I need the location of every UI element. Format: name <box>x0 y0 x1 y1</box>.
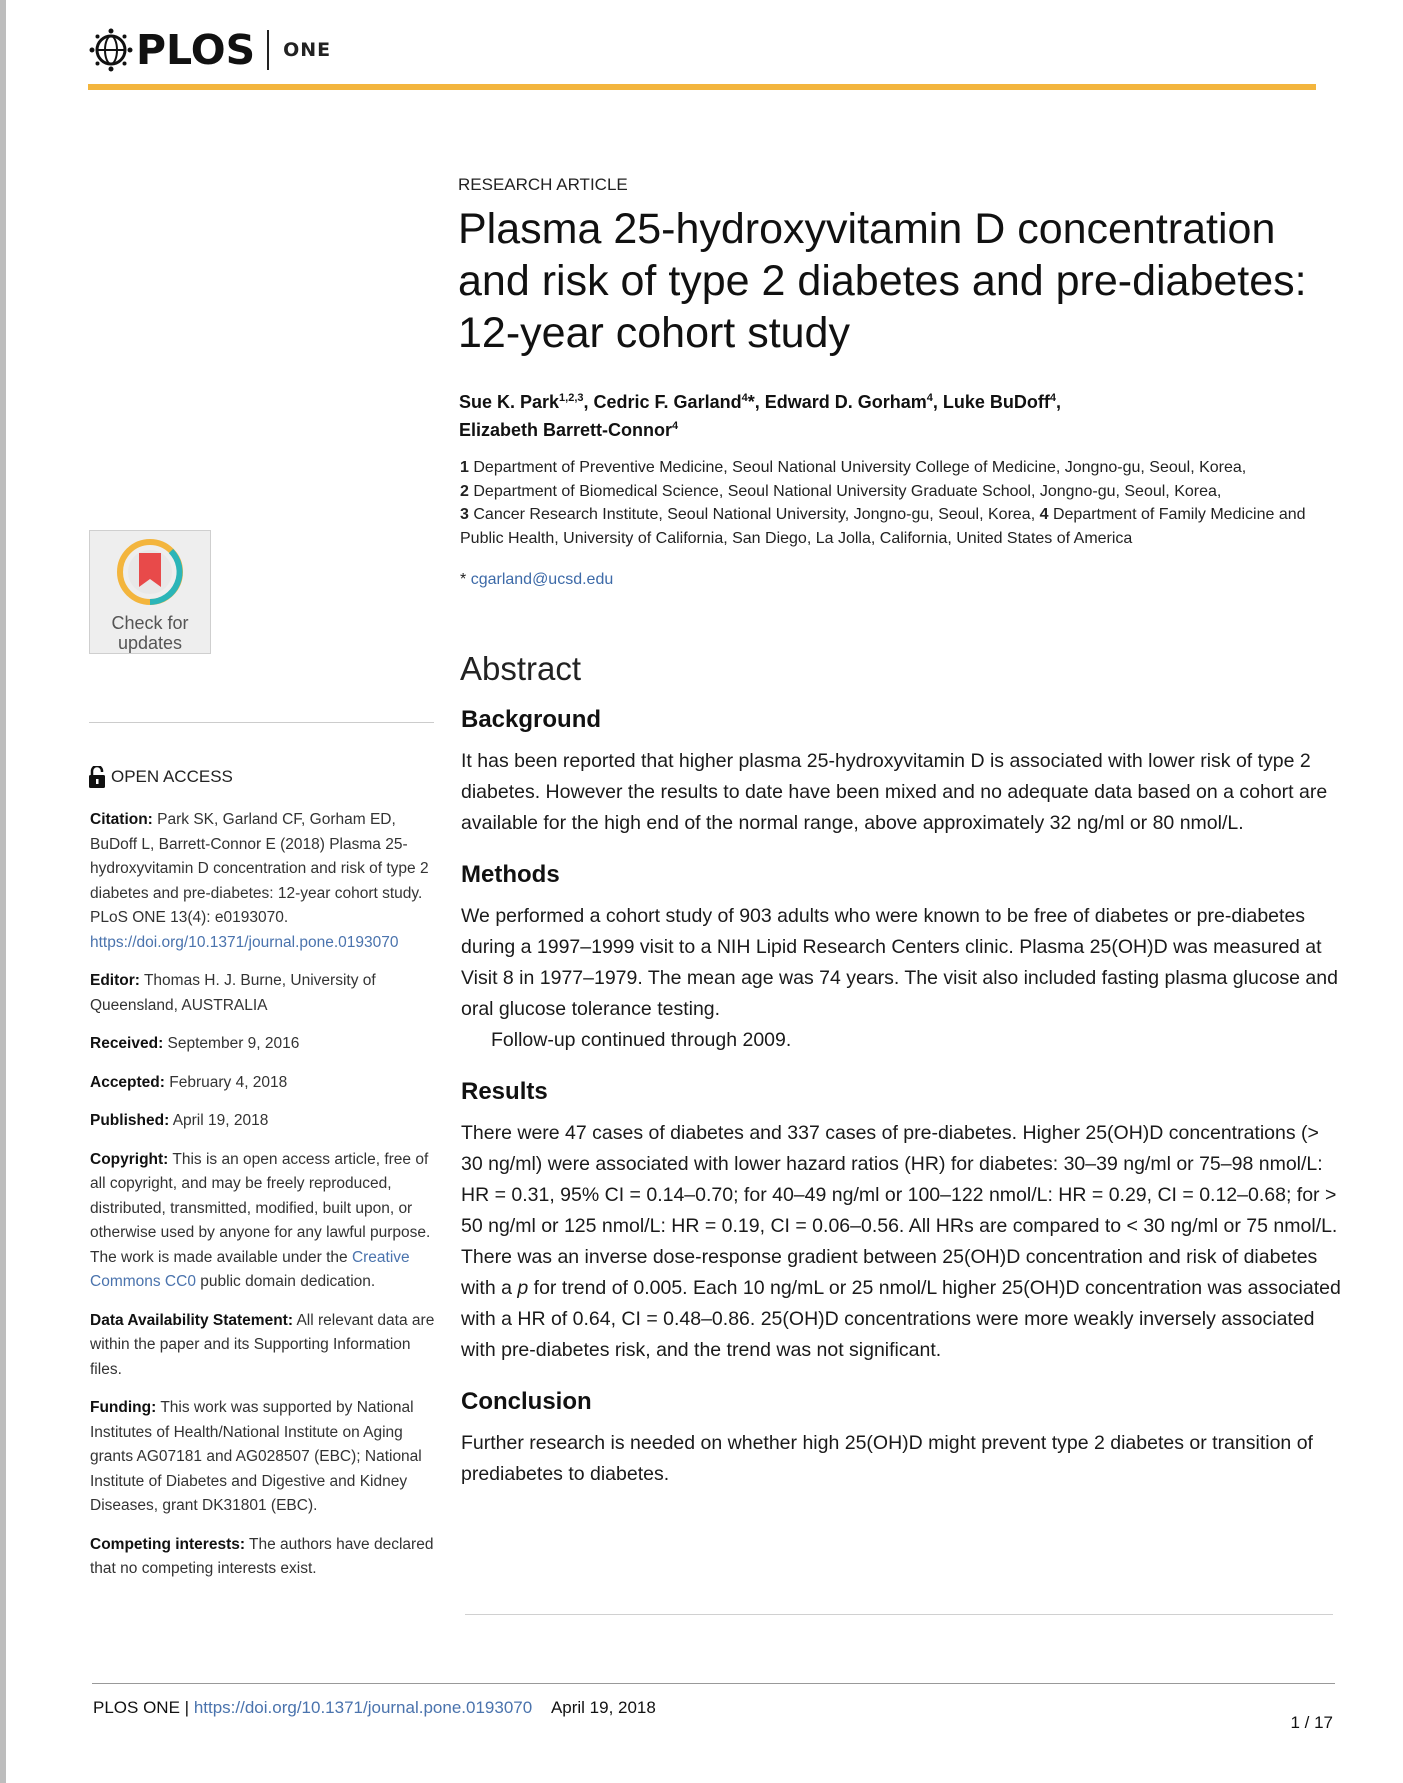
affiliation-text: Department of Family Medicine and Public Health, University of California, San Diego, La Jolla, California, United States of America <box>460 506 1306 547</box>
journal-header <box>88 20 331 80</box>
footer-rule <box>92 1683 1335 1684</box>
abstract-background <box>461 706 1341 839</box>
author-name: Luke BuDoff <box>942 392 1050 412</box>
plos-logo-icon <box>88 27 134 73</box>
journal-name: ONE <box>283 39 332 61</box>
received-date: Received: September 9, 2016 <box>90 1035 300 1052</box>
author-list: Sue K. Park$^{1,2,3}$, Cedric F. Garland$^4$*, Edward D. Gorham$^4$, Luke BuDoff$^4$, Elizabeth Barrett-Connor$^4$ <box>459 392 1062 440</box>
author-affiliation: 4 <box>926 392 933 404</box>
header-rule <box>88 84 1316 90</box>
abstract <box>461 706 1341 1512</box>
page-footer: PLOS ONE | https://doi.org/10.1371/journal.pone.0193070 April 19, 2018 <box>93 1698 656 1717</box>
author-name: Sue K. Park <box>459 392 560 412</box>
funding: Funding: This work was supported by National Institutes of Health/National Institute on Aging grants AG07181 and AG028507 (EBC); National Institute of Diabetes and Digestive and Kidney Diseases, grant DK31801 (EBC). <box>90 1399 422 1514</box>
affiliations: 1 Department of Preventive Medicine, Seoul National University College of Medicine, Jongno-gu, Seoul, Korea, 2 Department of Biomedical Science, Seoul National University Graduate School, Jongno-gu, Seoul, Korea, 3 Cancer Research Institute, Seoul National University, Jongno-gu, Seoul, Korea, 4 Department of Family Medicine and Public Health, University of California, San Diego, La Jolla, California, United States of America <box>460 459 1306 547</box>
check-updates-label: updates <box>117 633 183 653</box>
creative-commons-link[interactable]: Creative Commons CC0 <box>90 1248 410 1290</box>
author-affiliation: 1,2,3 <box>559 392 584 404</box>
corresponding-mark: * <box>747 392 755 412</box>
affiliation-text: Department of Preventive Medicine, Seoul National University College of Medicine, Jongno-gu, Seoul, Korea, <box>473 459 1247 476</box>
editor: Editor: Thomas H. J. Burne, University of Queensland, AUSTRALIA <box>90 972 376 1014</box>
section-heading: Results <box>461 1078 548 1105</box>
author-affiliation: 4 <box>1049 392 1057 404</box>
citation-doi-link[interactable]: https://doi.org/10.1371/journal.pone.0193070 <box>90 933 399 951</box>
article-metadata <box>90 808 435 1596</box>
section-text: It has been reported that higher plasma 25-hydroxyvitamin D is associated with lower risk of type 2 diabetes. However the results to date have been mixed and no adequate data based on a cohort are available for the high end of the normal range, above approximately 32 ng/ml or 80 nmol/L. <box>461 750 1328 834</box>
open-lock-icon <box>89 766 105 788</box>
copyright: Copyright: This is an open access article, free of all copyright, and may be freely reproduced, distributed, transmitted, modified, built upon, or otherwise used by anyone for any lawful purpose. The work is made available under the Creative Commons CC0 public domain dedication. <box>90 1150 431 1290</box>
section-heading: Methods <box>461 861 560 888</box>
section-heading: Conclusion <box>461 1388 592 1415</box>
check-updates-label: Check for <box>111 613 189 633</box>
author-name: Edward D. Gorham <box>764 392 927 412</box>
data-availability: Data Availability Statement: All relevant data are within the paper and its Supporting Information files. <box>90 1311 435 1378</box>
page-edge <box>0 0 6 1783</box>
logo-divider <box>267 30 269 70</box>
section-text: Follow-up continued through 2009. <box>491 1029 792 1051</box>
abstract-methods <box>461 861 1341 1056</box>
check-for-updates-badge[interactable] <box>89 530 211 654</box>
citation: Citation: Park SK, Garland CF, Gorham ED, BuDoff L, Barrett-Connor E (2018) Plasma 25-hydroxyvitamin D concentration and risk of type 2 diabetes and pre-diabetes: 12-year cohort study. PLoS ONE 13(4): e0193070. https://doi.org/10.1371/journal.pone.0193070 <box>90 811 429 951</box>
section-text: There were 47 cases of diabetes and 337 cases of pre-diabetes. Higher 25(OH)D concentrations (> 30 ng/ml) were associated with lower hazard ratios (HR) for diabetes: 30–39 ng/ml or 75–98 nmol/L: HR = 0.31, 95% CI = 0.14–0.70; for 40–49 ng/ml or 100–122 nmol/L: HR = 0.29, CI = 0.12–0.68; for > 50 ng/ml or 125 nmol/L: HR = 0.19, CI = 0.06–0.56. All HRs are compared to < 30 ng/ml or 75 nmol/L. There was an inverse dose-response gradient between 25(OH)D concentration and risk of diabetes with a p for trend of 0.005. Each 10 ng/mL or 25 nmol/L higher 25(OH)D concentration was associated with a HR of 0.64, CI = 0.48–0.86. 25(OH)D concentrations were more weakly inversely associated with pre-diabetes risk, and the trend was not significant. <box>461 1122 1341 1361</box>
bookmark-icon <box>111 537 189 607</box>
email-link[interactable]: cgarland@ucsd.edu <box>470 571 614 588</box>
footer-doi-link[interactable]: https://doi.org/10.1371/journal.pone.0193070 <box>193 1698 533 1717</box>
section-heading: Background <box>461 706 602 733</box>
page-number: 1 / 17 <box>1290 1713 1333 1732</box>
abstract-divider <box>465 1614 1333 1615</box>
open-access-badge <box>89 766 233 788</box>
abstract-results <box>461 1078 1341 1366</box>
author-name: Cedric F. Garland <box>593 392 742 412</box>
logo-wordmark: PLOS <box>136 26 256 74</box>
affiliation-text: Cancer Research Institute, Seoul National University, Jongno-gu, Seoul, Korea, <box>473 506 1036 523</box>
open-access-label: OPEN ACCESS <box>111 767 233 786</box>
affiliation-text: Department of Biomedical Science, Seoul National University Graduate School, Jongno-gu, Seoul, Korea, <box>473 482 1222 500</box>
sidebar-divider <box>89 722 434 723</box>
article-title: Plasma 25-hydroxyvitamin D concentration and risk of type 2 diabetes and pre-diabetes: 12-year cohort study <box>458 205 1307 357</box>
competing-interests: Competing interests: The authors have declared that no competing interests exist. <box>90 1535 434 1577</box>
section-text: We performed a cohort study of 903 adults who were known to be free of diabetes or pre-diabetes during a 1997–1999 visit to a NIH Lipid Research Centers clinic. Plasma 25(OH)D was measured at Visit 8 in 1977–1979. The mean age was 74 years. The visit also included fasting plasma glucose and oral glucose tolerance testing. <box>461 905 1338 1020</box>
author-affiliation: 4 <box>741 392 748 404</box>
footer-journal: PLOS ONE <box>93 1698 180 1717</box>
accepted-date: Accepted: February 4, 2018 <box>90 1073 288 1091</box>
corresponding-email: * cgarland@ucsd.edu <box>460 571 614 588</box>
author-name: Elizabeth Barrett-Connor <box>459 420 673 440</box>
abstract-heading: Abstract <box>460 650 582 687</box>
published-date: Published: April 19, 2018 <box>90 1112 269 1129</box>
section-text: Further research is needed on whether high 25(OH)D might prevent type 2 diabetes or transition of prediabetes to diabetes. <box>461 1432 1313 1485</box>
footer-date: April 19, 2018 <box>550 1698 656 1717</box>
article-type: RESEARCH ARTICLE <box>458 175 628 194</box>
author-affiliation: 4 <box>672 420 679 432</box>
abstract-conclusion <box>461 1388 1341 1490</box>
